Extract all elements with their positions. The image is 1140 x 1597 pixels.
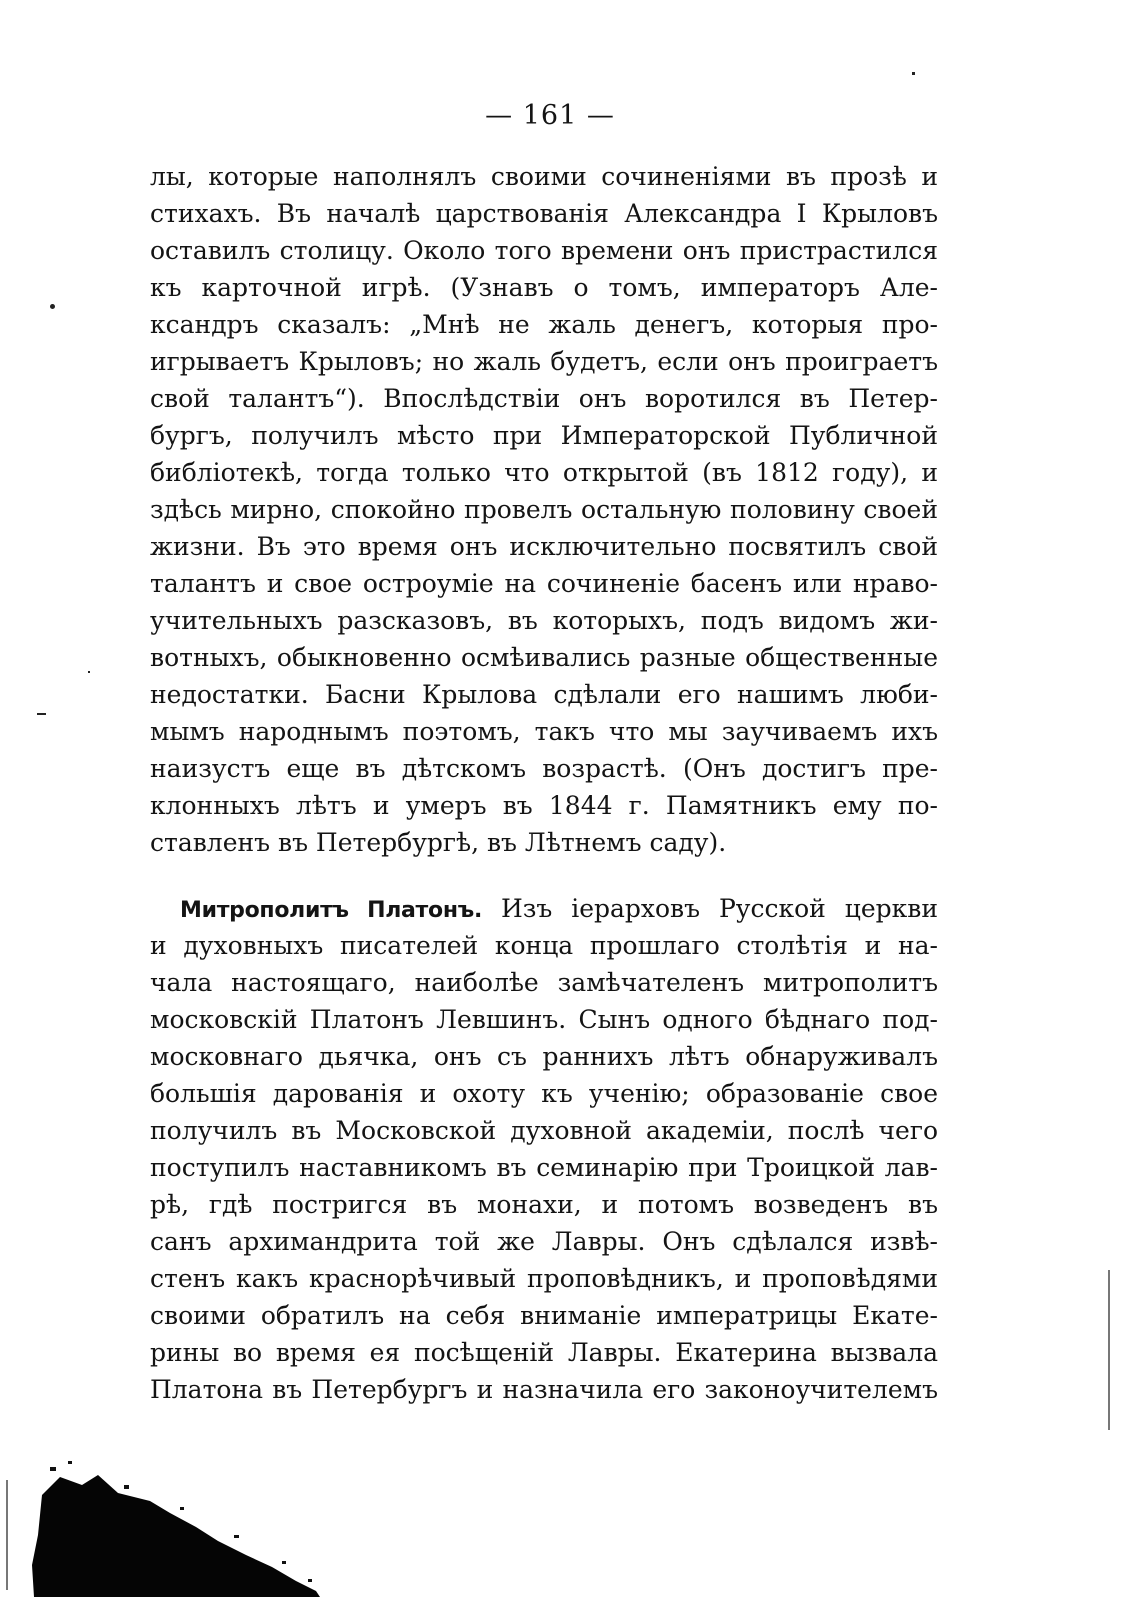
text-line: библiотекѣ, тогда только что открытой (въ 1812 году), и <box>150 458 938 487</box>
text-line: жизни. Въ это время онъ исключительно посвятилъ свой <box>150 532 938 561</box>
text-line: Платона въ Петербургъ и назначила его законоучителемъ <box>150 1375 938 1404</box>
scan-edge-line <box>1108 1270 1110 1430</box>
text-line: московнаго дьячка, онъ съ раннихъ лѣтъ обнаруживалъ <box>150 1042 938 1071</box>
scan-speck <box>50 304 55 309</box>
text-line: и духовныхъ писателей конца прошлаго столѣтiя и на- <box>150 931 938 960</box>
scan-ink-blot <box>20 1455 330 1597</box>
text-line: чала настоящаго, наиболѣе замѣчателенъ митрополитъ <box>150 968 938 997</box>
text-line: недостатки. Басни Крылова сдѣлали его нашимъ люби- <box>150 680 938 709</box>
text-line: бургъ, получилъ мѣсто при Императорской Публичной <box>150 421 938 450</box>
text-line: московскiй Платонъ Левшинъ. Сынъ одного бѣднаго под- <box>150 1005 938 1034</box>
text-line: къ карточной игрѣ. (Узнавъ о томъ, императоръ Але- <box>150 273 938 302</box>
text-line: ставленъ въ Петербургѣ, въ Лѣтнемъ саду). <box>150 828 727 857</box>
text-line: поступилъ наставникомъ въ семинарiю при Троицкой лав- <box>150 1153 938 1182</box>
text-line: свой талантъ“). Впослѣдствiи онъ воротился въ Петер- <box>150 384 938 413</box>
text-line: талантъ и свое остроумiе на сочиненiе басенъ или нраво- <box>150 569 938 598</box>
text-line: наизустъ еще въ дѣтскомъ возрастѣ. (Онъ достигъ пре- <box>150 754 938 783</box>
scan-speck <box>88 671 90 673</box>
paragraph-platon <box>150 890 938 1408</box>
text-line: санъ архимандрита той же Лавры. Онъ сдѣлался извѣ- <box>150 1227 938 1256</box>
text-line: ксандръ сказалъ: „Мнѣ не жаль денегъ, которыя про- <box>150 310 938 339</box>
text-line: здѣсь мирно, спокойно провелъ остальную половину своей <box>150 495 938 524</box>
scan-speck <box>912 72 915 75</box>
section-heading: Митрополитъ Платонъ. <box>180 898 483 923</box>
text-line <box>150 890 938 927</box>
text-line: оставилъ столицу. Около того времени онъ пристрастился <box>150 236 938 265</box>
text-line: вотныхъ, обыкновенно осмѣивались разные общественные <box>150 643 938 672</box>
paragraph-krylov <box>150 158 938 861</box>
page-body <box>150 158 938 1408</box>
text-line: лы, которые наполнялъ своими сочиненiями въ прозѣ и <box>150 162 938 191</box>
page-number: — 161 — <box>485 100 615 131</box>
heading-line-rest: Изъ iерарховъ Русской церкви <box>500 894 938 923</box>
text-line: получилъ въ Московской духовной академiи, послѣ чего <box>150 1116 938 1145</box>
text-line: рѣ, гдѣ постригся въ монахи, и потомъ возведенъ въ <box>150 1190 938 1219</box>
text-line: стихахъ. Въ началѣ царствованiя Александра I Крыловъ <box>150 199 938 228</box>
text-line: игрываетъ Крыловъ; но жаль будетъ, если онъ проиграетъ <box>150 347 938 376</box>
text-line: своими обратилъ на себя вниманiе императрицы Екате- <box>150 1301 938 1330</box>
text-line: стенъ какъ краснорѣчивый проповѣдникъ, и проповѣдями <box>150 1264 938 1293</box>
text-line: большiя дарованiя и охоту къ ученiю; образованiе свое <box>150 1079 938 1108</box>
text-line: мымъ народнымъ поэтомъ, такъ что мы заучиваемъ ихъ <box>150 717 938 746</box>
text-line: учительныхъ разсказовъ, въ которыхъ, подъ видомъ жи- <box>150 606 938 635</box>
text-line: рины во время ея посѣщенiй Лавры. Екатерина вызвала <box>150 1338 938 1367</box>
scan-speck <box>37 713 46 715</box>
text-line: клонныхъ лѣтъ и умеръ въ 1844 г. Памятникъ ему по- <box>150 791 938 820</box>
scan-edge-line <box>6 1480 8 1590</box>
